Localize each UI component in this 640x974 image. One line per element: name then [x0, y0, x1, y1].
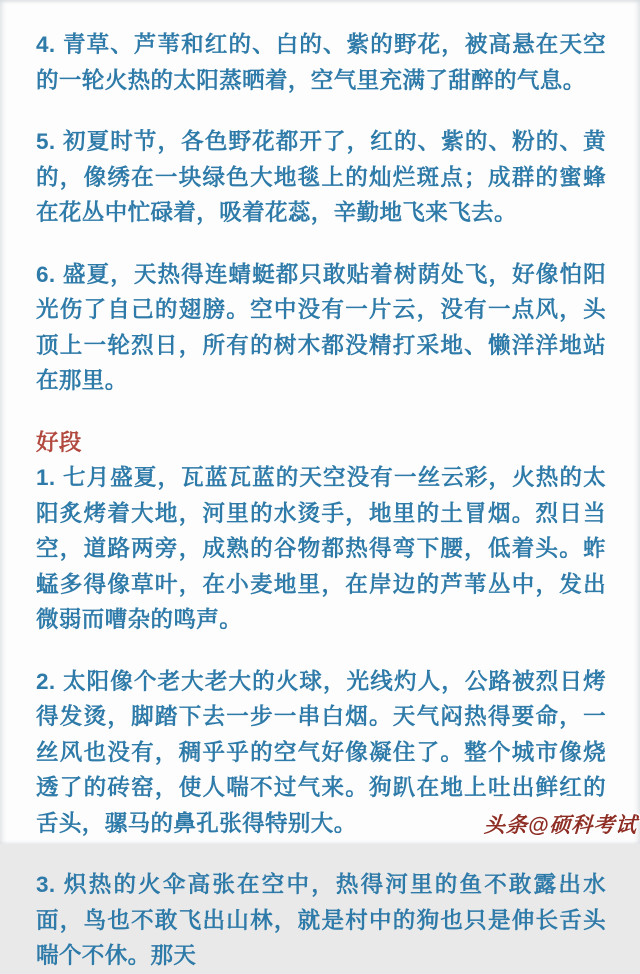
paragraph-item-4: 4. 青草、芦苇和红的、白的、紫的野花，被高悬在天空的一轮火热的太阳蒸晒着，空气里充满了甜醉的气息。: [36, 32, 606, 93]
paragraph-item-1: 1. 七月盛夏，瓦蓝瓦蓝的天空没有一丝云彩，火热的太阳炙烤着大地，河里的水烫手，地里的土冒烟。烈日当空，道路两旁，成熟的谷物都热得弯下腰，低着头。蚱蜢多得像草叶，在小麦地里，在岸边的芦苇丛中，发出微弱而嘈杂的鸣声。: [36, 465, 606, 632]
paragraph-item-5: 5. 初夏时节，各色野花都开了，红的、紫的、粉的、黄的，像绣在一块绿色大地毯上的灿烂斑点；成群的蜜蜂在花丛中忙碌着，吸着花蕊，辛勤地飞来飞去。: [36, 129, 606, 225]
watermark-toutiao-badge: 头条@硕科考试: [482, 814, 638, 837]
paragraph-item-2: 2. 太阳像个老大老大的火球，光线灼人，公路被烈日烤得发烫，脚踏下去一步一串白烟。天气闷热得要命，一丝风也没有，稠乎乎的空气好像凝住了。整个城市像烧透了的砖窑，使人喘不过气来。狗趴在地上吐出鲜红的舌头，骡马的鼻孔张得特别大。: [36, 668, 606, 836]
section-heading-good-paragraphs: 好段: [36, 429, 82, 455]
paragraph-item-3: 3. 炽热的火伞高张在空中，热得河里的鱼不敢露出水面，鸟也不敢飞出山林，就是村中的狗也只是伸长舌头喘个不休。那天: [36, 872, 606, 968]
paragraph-item-6: 6. 盛夏，天热得连蜻蜓都只敢贴着树荫处飞，好像怕阳光伤了自己的翅膀。空中没有一片云，没有一点风，头顶上一轮烈日，所有的树木都没精打采地、懒洋洋地站在那里。: [36, 261, 606, 393]
